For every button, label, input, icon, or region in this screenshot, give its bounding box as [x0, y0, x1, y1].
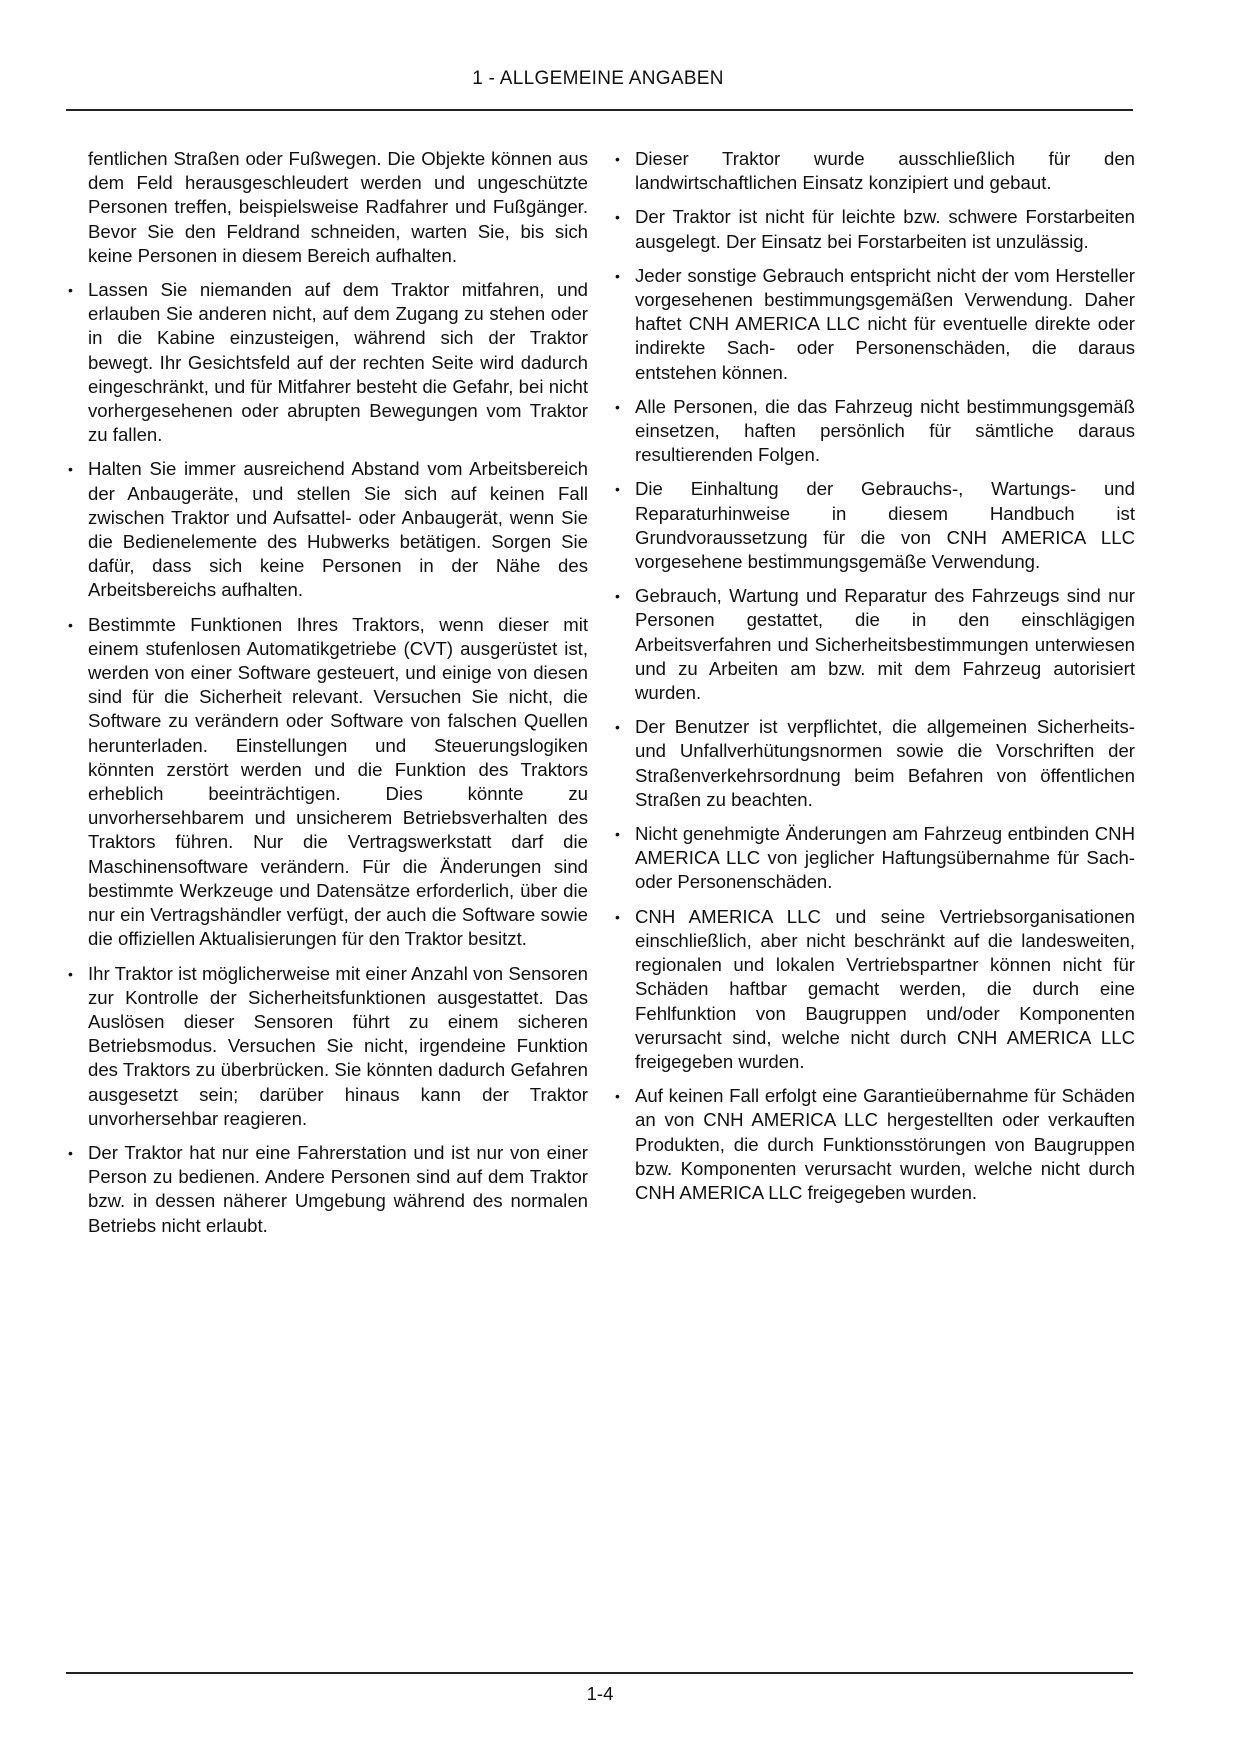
- list-item: • Auf keinen Fall erfolgt eine Garantieübernahme für Schäden an von CNH AMERICA LLC hergestellten oder verkauften Produkten, die durch Funktionsstörungen von Baugruppen bzw. Komponenten verursacht wurden, welche nicht durch CNH AMERICA LLC freigegeben wurden.: [615, 1085, 1135, 1203]
- bullet-icon: •: [615, 826, 620, 843]
- bullet-icon: •: [68, 461, 73, 478]
- bullet-icon: •: [615, 908, 620, 925]
- bullet-icon: •: [615, 588, 620, 605]
- bullet-icon: •: [615, 481, 620, 498]
- right-column: [615, 147, 1135, 1215]
- bullet-icon: •: [615, 267, 620, 284]
- bullet-icon: •: [68, 616, 73, 633]
- list-item: • Der Benutzer ist verpflichtet, die allgemeinen Sicherheits- und Unfallverhütungsnormen sowie die Vorschriften der Straßenverkehrsordnung beim Befahren von öffentlichen Straßen zu beachten.: [615, 716, 1135, 810]
- footer-divider: [66, 1672, 1133, 1674]
- header-divider: [66, 109, 1133, 111]
- list-item: • Halten Sie immer ausreichend Abstand vom Arbeitsbereich der Anbaugeräte, und stellen Sie sich auf keinen Fall zwischen Traktor und Aufsattel- oder Anbaugerät, wenn Sie die Bedienelemente des Hubwerks betätigen. Sorgen Sie dafür, dass sich keine Personen in der Nähe des Arbeitsbereichs aufhalten.: [68, 458, 588, 601]
- list-item: • Dieser Traktor wurde ausschließlich für den landwirtschaftlichen Einsatz konzipiert und gebaut.: [615, 148, 1135, 194]
- bullet-icon: •: [68, 282, 73, 299]
- list-item: • Die Einhaltung der Gebrauchs-, Wartungs- und Reparaturhinweise in diesem Handbuch ist Grundvoraussetzung für die von CNH AMERICA LLC vorgesehene bestimmungsgemäße Verwendung.: [615, 478, 1135, 573]
- bullet-icon: •: [615, 151, 620, 167]
- bullet-icon: •: [615, 209, 620, 226]
- bullet-icon: •: [68, 965, 73, 982]
- bullet-icon: •: [615, 1088, 620, 1105]
- page-number: 1-4: [586, 1683, 614, 1704]
- left-column: [68, 147, 588, 1248]
- list-item: • Jeder sonstige Gebrauch entspricht nicht der vom Hersteller vorgesehenen bestimmungsgemäßen Verwendung. Daher haftet CNH AMERICA LLC nicht für eventuelle direkte oder indirekte Sach- oder Personenschäden, die daraus entstehen können.: [615, 264, 1135, 383]
- bullet-icon: •: [68, 1144, 73, 1161]
- list-item: • Nicht genehmigte Änderungen am Fahrzeug entbinden CNH AMERICA LLC von jeglicher Haftungsübernahme für Sach- oder Personenschäden.: [615, 823, 1135, 893]
- list-item: • Lassen Sie niemanden auf dem Traktor mitfahren, und erlauben Sie anderen nicht, auf dem Zugang zu stehen oder in die Kabine einzusteigen, während sich der Traktor bewegt. Ihr Gesichtsfeld auf der rechten Seite wird dadurch eingeschränkt, und für Mitfahrer besteht die Gefahr, bei nicht vorhergesehenen oder abrupten Bewegungen vom Traktor zu fallen.: [68, 279, 588, 446]
- list-item: • CNH AMERICA LLC und seine Vertriebsorganisationen einschließlich, aber nicht beschränkt auf die landesweiten, regionalen und lokalen Vertriebspartner können nicht für Schäden haftbar gemacht werden, die durch eine Fehlfunktion von Baugruppen und/oder Komponenten verursacht sind, welche nicht durch CNH AMERICA LLC freigegeben wurden.: [615, 905, 1135, 1072]
- list-item: • Der Traktor ist nicht für leichte bzw. schwere Forstarbeiten ausgelegt. Der Einsatz bei Forstarbeiten ist unzulässig.: [615, 206, 1135, 252]
- list-item: • Der Traktor hat nur eine Fahrerstation und ist nur von einer Person zu bedienen. Andere Personen sind auf dem Traktor bzw. in dessen näherer Umgebung während des normalen Betriebs nicht erlaubt.: [68, 1141, 588, 1236]
- bullet-icon: •: [615, 719, 620, 736]
- list-item: • Bestimmte Funktionen Ihres Traktors, wenn dieser mit einem stufenlosen Automatikgetriebe (CVT) ausgerüstet ist, werden von einer Software gesteuert, und einige von diesen sind für die Sicherheit relevant. Versuchen Sie nicht, die Software zu verändern oder Software von falschen Quellen herunterladen. Einstellungen und Steuerungslogiken könnten zerstört werden und die Funktion des Traktors erheblich beeinträchtigen. Dies könnte zu unvorhersehbarem und unsicherem Betriebsverhalten des Traktors führen. Nur die Vertragswerkstatt darf die Maschinensoftware verändern. Für die Änderungen sind bestimmte Werkzeuge und Datensätze erforderlich, über die nur ein Vertragshändler verfügt, der auch die Software sowie die offiziellen Aktualisierungen für den Traktor besitzt.: [68, 613, 588, 950]
- list-item: • Ihr Traktor ist möglicherweise mit einer Anzahl von Sensoren zur Kontrolle der Sicherheitsfunktionen ausgestattet. Das Auslösen dieser Sensoren führt zu einem sicheren Betriebsmodus. Versuchen Sie nicht, irgendeine Funktion des Traktors zu überbrücken. Sie könnten dadurch Gefahren ausgesetzt sein; darüber hinaus kann der Traktor unvorhersehbar reagieren.: [68, 962, 588, 1129]
- list-item: • Gebrauch, Wartung und Reparatur des Fahrzeugs sind nur Personen gestattet, die in den einschlägigen Arbeitsverfahren und Sicherheitsbestimmungen unterwiesen und zu Arbeiten am bzw. mit dem Fahrzeug autorisiert wurden.: [615, 585, 1135, 704]
- bullet-icon: •: [615, 398, 620, 415]
- list-item: • Alle Personen, die das Fahrzeug nicht bestimmungsgemäß einsetzen, haften persönlich für sämtliche daraus resultierenden Folgen.: [615, 395, 1135, 466]
- continuation-paragraph: fentlichen Straßen oder Fußwegen. Die Objekte können aus dem Feld herausgeschleudert werden und ungeschützte Personen treffen, beispielsweise Radfahrer und Fußgänger. Bevor Sie den Feldrand schneiden, warten Sie, bis sich keine Personen in diesem Bereich aufhalten.: [88, 148, 588, 266]
- page-header-title: 1 - ALLGEMEINE ANGABEN: [472, 68, 724, 89]
